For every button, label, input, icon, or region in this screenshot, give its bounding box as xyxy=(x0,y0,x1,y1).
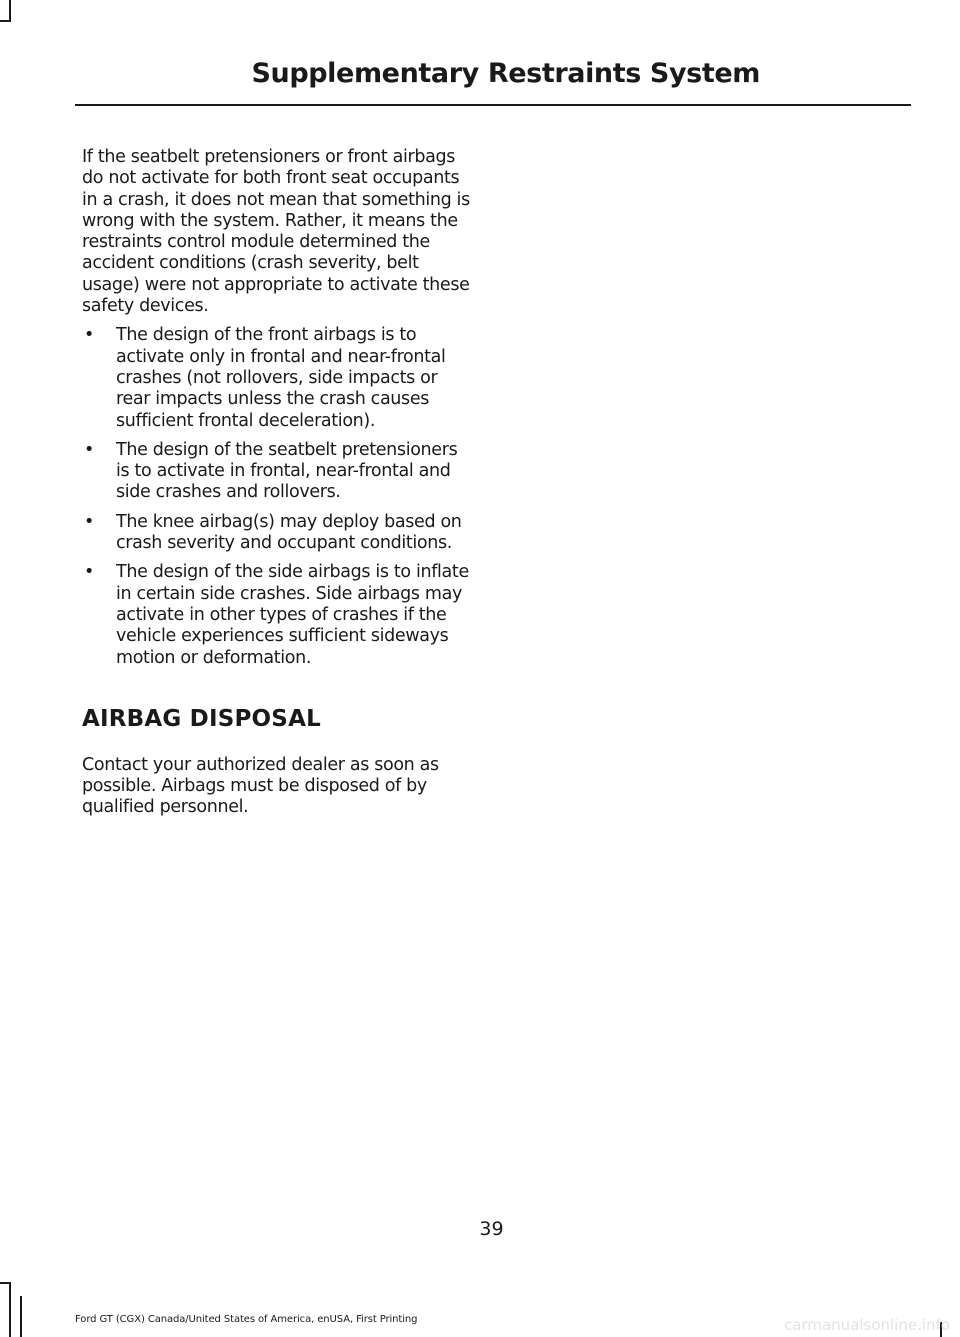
crop-mark-bottom-left-inner xyxy=(20,1296,22,1337)
bullet-icon: • xyxy=(84,325,94,346)
main-content xyxy=(82,147,474,819)
bullet-icon: • xyxy=(84,562,94,583)
crop-mark-bottom-left-vertical xyxy=(9,1284,11,1337)
list-item-text: The knee airbag(s) may deploy based on crash severity and occupant conditions. xyxy=(116,511,462,554)
list-item xyxy=(82,562,474,668)
list-item-text: The design of the front airbags is to activate only in frontal and near-frontal crashes (not rollovers, side impacts or rear impacts unless the crash causes sufficient frontal deceleration). xyxy=(116,325,446,431)
intro-paragraph: If the seatbelt pretensioners or front airbags do not activate for both front seat occupants in a crash, it does not mean that something is wrong with the system. Rather, it means the restraints control module determined the accident conditions (crash severity, belt usage) were not appropriate to activate these safety devices. xyxy=(82,147,470,317)
title-rule xyxy=(75,104,911,106)
section-heading: AIRBAG DISPOSAL xyxy=(82,705,321,732)
bullet-icon: • xyxy=(84,511,94,532)
bullet-list xyxy=(82,325,474,668)
page-number: 39 xyxy=(479,1218,504,1240)
bullet-icon: • xyxy=(84,439,94,460)
list-item xyxy=(82,325,474,431)
list-item xyxy=(82,440,474,504)
list-item-text: The design of the seatbelt pretensioners is to activate in frontal, near-frontal and side crashes and rollovers. xyxy=(116,439,458,503)
watermark: carmanualsonline.info xyxy=(784,1316,950,1334)
crop-mark-top-left-vertical xyxy=(9,0,11,20)
footer-text: Ford GT (CGX) Canada/United States of America, enUSA, First Printing xyxy=(75,1314,418,1325)
crop-mark-bottom-left-horizontal xyxy=(0,1282,11,1284)
section-paragraph: Contact your authorized dealer as soon as possible. Airbags must be disposed of by qualified personnel. xyxy=(82,754,439,818)
list-item-text: The design of the side airbags is to inflate in certain side crashes. Side airbags may activate in other types of crashes if the vehicle experiences sufficient sideways motion or deformation. xyxy=(116,562,469,668)
page-title: Supplementary Restraints System xyxy=(251,58,760,89)
crop-mark-top-left-horizontal xyxy=(0,20,11,22)
list-item xyxy=(82,512,474,555)
